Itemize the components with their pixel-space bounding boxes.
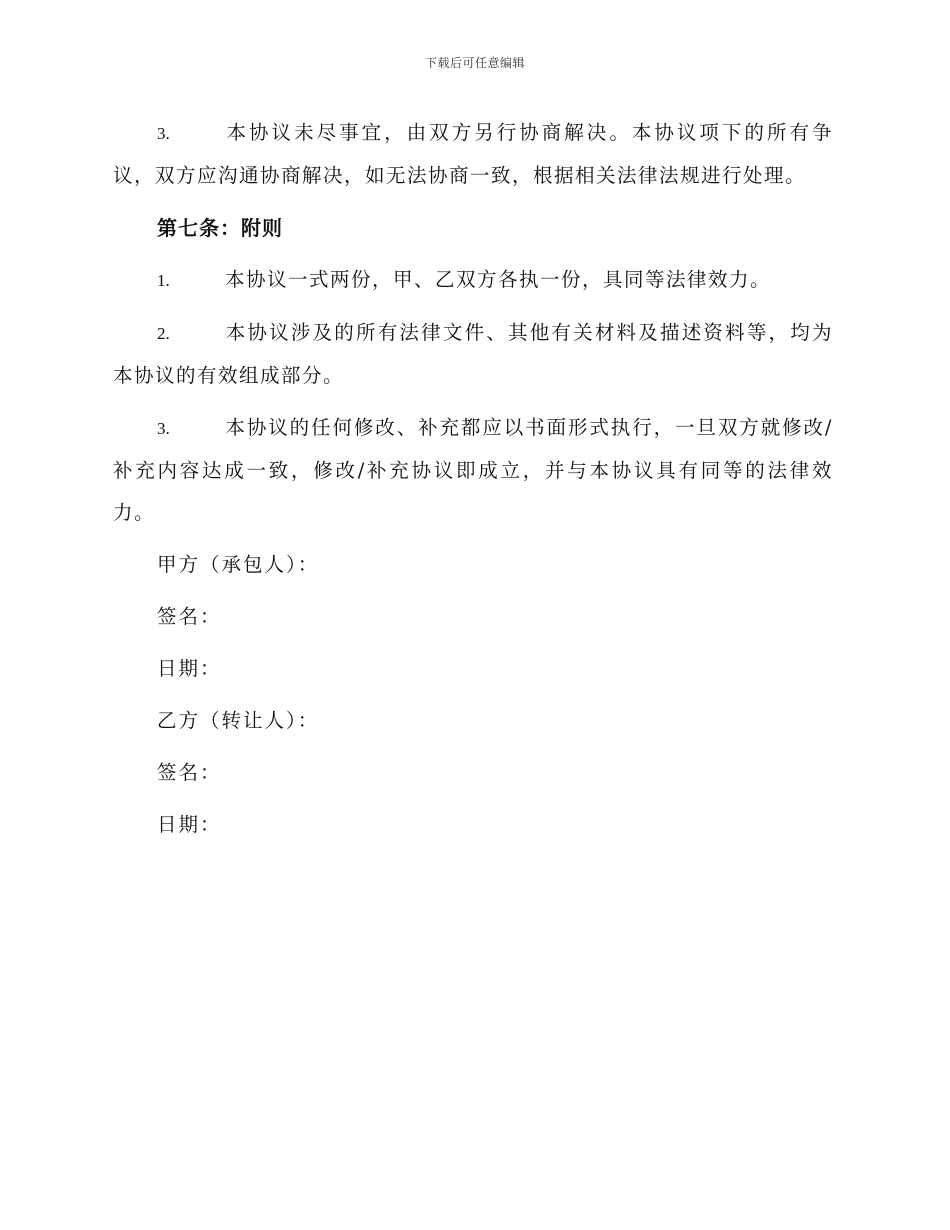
clause-text: 本协议未尽事宜，由双方另行协商解决。本协议项下的所有争议，双方应沟通协商解决，如无法协商一致，根据相关法律法规进行处理。: [113, 121, 833, 187]
clause-paragraph-3: [113, 407, 833, 534]
clause-paragraph-3-previous: [113, 112, 833, 197]
clause-number: 2.: [157, 324, 170, 343]
clause-number: 3.: [157, 124, 170, 143]
party-b-signature-label: 签名：: [157, 761, 222, 784]
page-header: 下载后可任意编辑: [424, 56, 525, 70]
clause-paragraph-1: [113, 259, 833, 302]
party-a-label: 甲方（承包人）：: [157, 553, 320, 576]
clause-number: 1.: [157, 271, 170, 290]
clause-text: 本协议涉及的所有法律文件、其他有关材料及描述资料等，均为本协议的有效组成部分。: [113, 321, 833, 387]
article-heading: 第七条：附则: [157, 216, 283, 240]
clause-text: 本协议的任何修改、补充都应以书面形式执行，一旦双方就修改/补充内容达成一致，修改/补充协议即成立，并与本协议具有同等的法律效力。: [113, 416, 833, 524]
clause-text: 本协议一式两份，甲、乙双方各执一份，具同等法律效力。: [225, 268, 772, 291]
party-a-signature-label: 签名：: [157, 605, 222, 628]
clause-paragraph-2: [113, 312, 833, 397]
document-body: [113, 112, 833, 856]
party-b-date-label: 日期：: [157, 813, 222, 836]
party-a-date-label: 日期：: [157, 657, 222, 680]
clause-number: 3.: [157, 419, 170, 438]
party-b-label: 乙方（转让人）：: [157, 709, 320, 732]
